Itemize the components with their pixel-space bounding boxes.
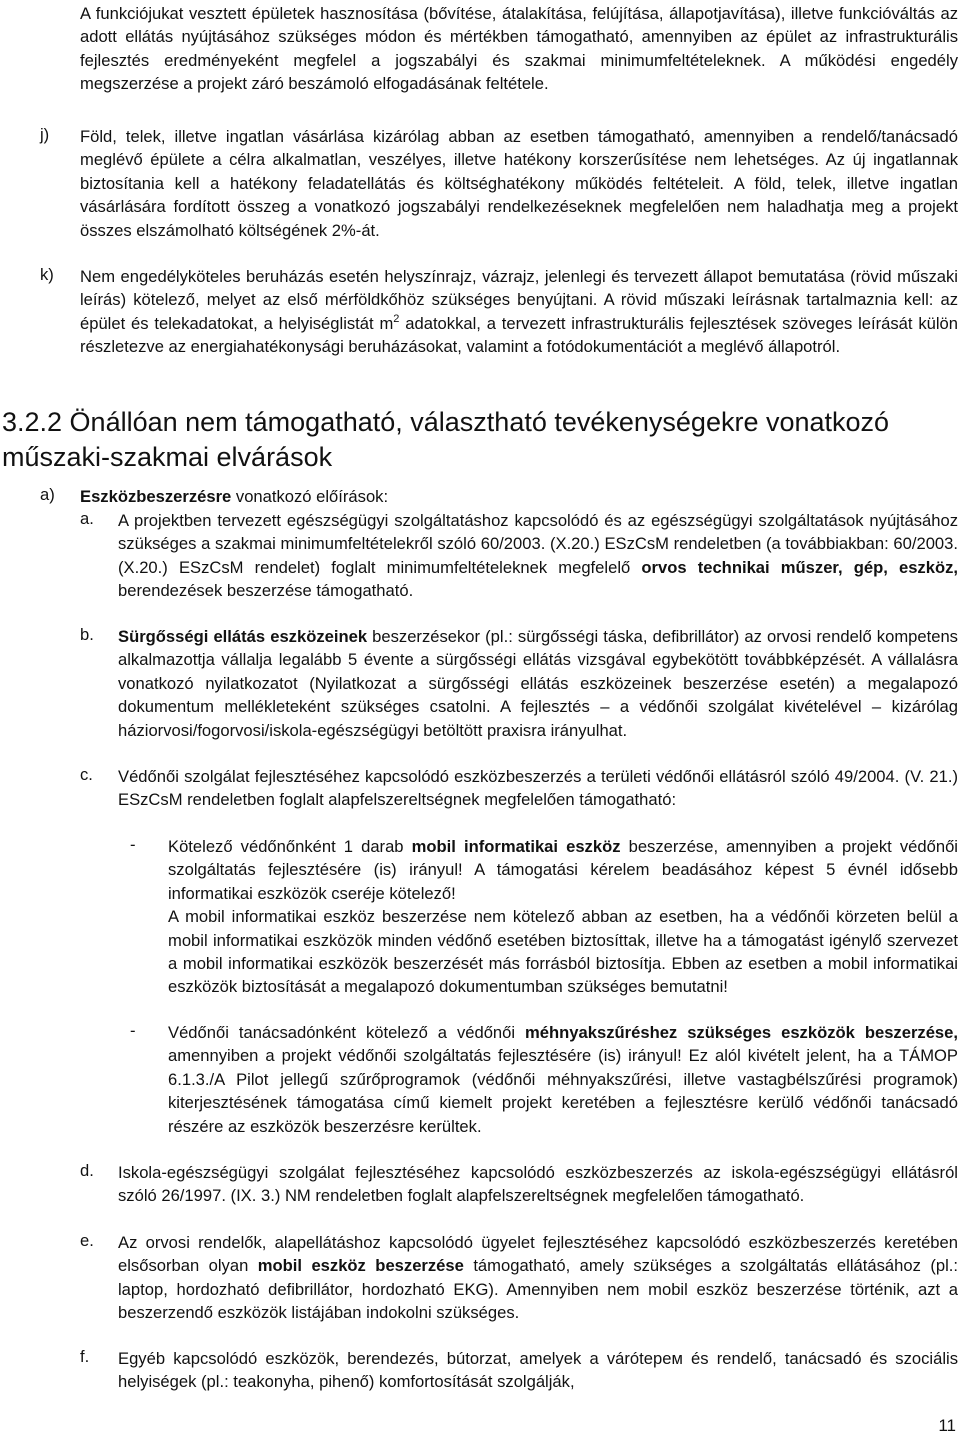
sub-e-text xyxy=(118,1231,958,1325)
dash-2-marker: - xyxy=(130,1021,136,1040)
item-a-bold: Eszközbeszerzésre xyxy=(80,487,232,506)
dash-1-bold: mobil informatikai eszköz xyxy=(411,837,621,856)
sub-d-text: Iskola-egészségügyi szolgálat fejlesztéséhez kapcsolódó eszközbeszerzés az iskola-egészségügyi ellátásról szóló 26/1997. (IX. 3.) NM rendeletben foglalt alapfelszereltségnek megfelelően támogatható. xyxy=(118,1163,958,1206)
sub-b-label: b. xyxy=(80,625,94,644)
intro-text: A funkciójukat vesztett épületek hasznosítása (bővítése, átalakítása, felújítása, állapotjavítása), illetve funkcióváltás az adott ellátás nyújtásához szükséges módon és mértékben támogatható, amennyiben az épület az infrastrukturális fejlesztés eredményeként megfelel a jogszabályi és szakmai minimumfeltételeknek. A működési engedély megszerzése a projekt záró beszámoló elfogadásának feltétele. xyxy=(80,4,958,94)
item-k-text xyxy=(80,265,958,359)
item-k-superscript: 2 xyxy=(393,312,400,325)
sub-b-t1: beszerzésekor (pl.: sürgősségi táska, defibrillátor) az orvosi rendelő kompetens alkalmazottja vállalja legalább 5 évente a sürgősségi ellátás vizsgával egybekötött továbbképzését. A vállalásra vonatkozó nyilatkozatot (Nyilatkozat a sürgősségi ellátás eszközeinek beszerzése esetén) a megalapozó dokumentum mellékleteként szükséges csatolni. A fejlesztés – a védőnői szolgálat kivételével – kizárólag háziorvosi/fogorvosi/iskola-egészségügyi betöltött praxisra irányulhat. xyxy=(118,627,958,740)
dash-2-text xyxy=(168,1021,958,1138)
sub-c xyxy=(118,765,958,812)
dash-1-text xyxy=(168,835,958,905)
sub-f-text: Egyéb kapcsolódó eszközök, berendezés, bútorzat, amelyek a várótерем és rendelő, tanácsadó és szociális helyiségek (pl.: teakonyha, pihenő) komfortosítását szolgálják, xyxy=(118,1349,958,1392)
item-a-text xyxy=(80,485,958,508)
sub-a xyxy=(118,509,958,603)
sub-d xyxy=(118,1161,958,1208)
sub-b-text xyxy=(118,625,958,742)
item-k-label: k) xyxy=(40,265,54,284)
sub-f-label: f. xyxy=(80,1347,90,1366)
sub-a-text xyxy=(118,509,958,603)
sub-f xyxy=(118,1347,958,1394)
dash-2 xyxy=(168,1021,958,1138)
item-j xyxy=(80,125,958,242)
sub-c-text: Védőnői szolgálat fejlesztéséhez kapcsolódó eszközbeszerzés a területi védőnői ellátásról szóló 49/2004. (V. 21.) ESzCsM rendeletben foglalt alapfelszereltségnek megfelelően támogatható: xyxy=(118,767,958,810)
sub-e-t1: Az orvosi rendelők, alapellátáshoz kapcsolódó ügyelet fejlesztéséhez kapcsolódó eszközbeszerzés keretében elsősorban olyan xyxy=(118,1233,958,1276)
sub-e-label: e. xyxy=(80,1231,94,1250)
dash-1-t2: beszerzése, amennyiben a projekt védőnői szolgáltatás fejlesztésére (is) irányul! A támogatási kérelem beadásához képest 5 évnél idősebb informatikai eszközök cseréje kötelező! xyxy=(168,837,958,903)
sub-b-bold: Sürgősségi ellátás eszközeinek xyxy=(118,627,368,646)
sub-e-t2: támogatható, amely szükséges a szolgáltatás ellátásához (pl.: laptop, hordozható defibrillátor, hordozható EKG). Amennyiben nem mobil eszköz beszerzése történik, azt a beszerzendő eszközök listájában indokolni szükséges. xyxy=(118,1256,958,1323)
page-number: 11 xyxy=(938,1416,956,1435)
sub-b xyxy=(118,625,958,742)
sub-a-label: a. xyxy=(80,509,94,528)
item-j-text: Föld, telek, illetve ingatlan vásárlása kizárólag abban az esetben támogatható, amennyiben a rendelő/tanácsadó meglévő épülete a célra alkalmatlan, veszélyes, illetve hatékony korszerűsítése nem lehetséges. Az új ingatlannak biztosítania kell a hatékony feladatellátás és költséghatékony működés feltételeit. A föld, telek, illetve ingatlan vásárlására fordított összeg a vonatkozó jogszabályi rendelkezéseknek megfelelően nem haladhatja meg a projekt összes elszámolható költségének 2%-át. xyxy=(80,127,958,240)
sub-e xyxy=(118,1231,958,1325)
sub-c-label: c. xyxy=(80,765,93,784)
sub-e-bold: mobil eszköz beszerzése xyxy=(257,1256,464,1276)
dash-1 xyxy=(168,835,958,999)
item-k-text-part1: Nem engedélyköteles beruházás esetén helyszínrajz, vázrajz, jelenlegi és tervezett állapot bemutatása (rövid műszaki leírás) kötelező, melyet az első mérföldkőhöz szükséges benyújtani. A rövid műszaki leírásnak tartalmaznia kell: az épület és telekadatokat, a helyiséglistát m xyxy=(80,267,958,333)
item-k-text-part2: adatokkal, a tervezett infrastrukturális fejlesztések szöveges leírását külön részletezve az energiahatékonysági beruházásokat, valamint a fotódokumentációt a meglévő állapotról. xyxy=(80,313,958,357)
sub-a-bold: orvos technikai műszer, gép, eszköz, xyxy=(641,557,958,577)
item-k xyxy=(80,265,958,359)
dash-2-t2: amennyiben a projekt védőnői szolgáltatás fejlesztésére (is) irányul! Ez alól kivételt jelent, ha a TÁMOP 6.1.3./A Pilot jellegű szűrőprogramok (védőnői méhnyakszűrési, illetve vastagbélszűrési programok) kiterjesztésének támogatása című kiemelt projekt keretében a fejlesztésre kerülő védőnői tanácsadó részére az eszközök beszerzésre kerültek. xyxy=(168,1046,958,1136)
dash-2-bold: méhnyakszűréshez szükséges eszközök beszerzése, xyxy=(525,1023,959,1042)
dash-1-marker: - xyxy=(130,835,136,854)
sub-d-label: d. xyxy=(80,1161,94,1180)
item-a-rest: vonatkozó előírások: xyxy=(231,487,389,506)
item-j-label: j) xyxy=(40,125,50,144)
item-a-label: a) xyxy=(40,485,55,504)
dash-1-paragraph-2: A mobil informatikai eszköz beszerzése nem kötelező abban az esetben, ha a védőnői körzeten belül a mobil informatikai eszközök minden védőnő esetében biztosíttak, illetve ha a támogatást igénylő szervezet a mobil informatikai eszközök beszerzését más forrásból biztosítja. Ebben az esetben a mobil informatikai eszközök biztosítását a megalapozó dokumentumban szükséges bemutatni! xyxy=(168,907,958,997)
dash-1-t1: Kötelező védőnőnként 1 darab xyxy=(168,837,412,856)
sub-a-t1: A projektben tervezett egészségügyi szolgáltatáshoz kapcsolódó és az egészségügyi szolgáltatások nyújtásához szükséges a szakmai minimumfeltételekről szóló 60/2003. (X.20.) ESzCsM rendeletben (a továbbiakban: 60/2003. (X.20.) ESzCsM rendelet) foglalt minimumfeltételeknek megfelelő xyxy=(118,511,958,577)
dash-2-t1: Védőnői tanácsadónként kötelező a védőnői xyxy=(168,1023,526,1042)
sub-a-t2: berendezések beszerzése támogatható. xyxy=(118,581,414,601)
section-heading: 3.2.2 Önállóan nem támogatható, választható tevékenységekre vonatkozó műszaki-szakmai elvárások xyxy=(2,407,890,472)
item-a xyxy=(80,485,958,508)
intro-paragraph xyxy=(80,2,958,96)
